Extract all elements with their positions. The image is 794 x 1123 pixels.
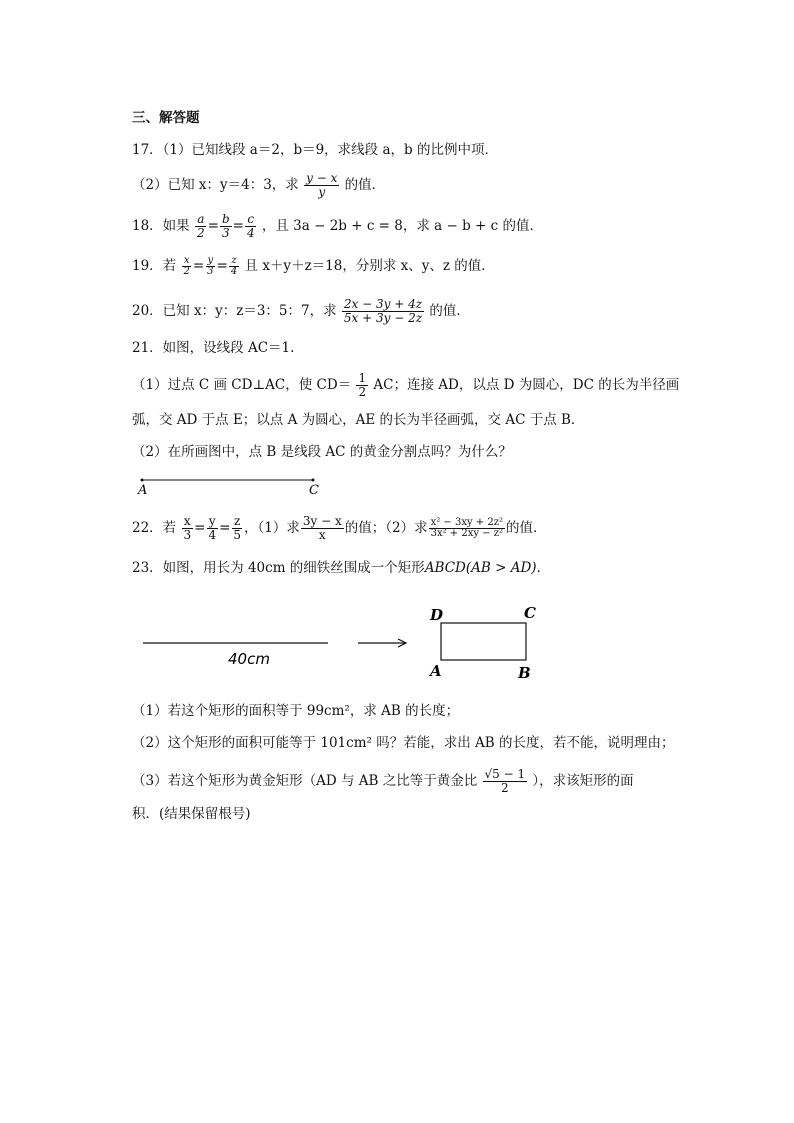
q20-tail: 的值．	[429, 303, 470, 319]
q19-tail: 且 x＋y＋z＝18，分别求 x、y、z 的值．	[244, 258, 495, 274]
question-23-part-1: （1）若这个矩形的面积等于 99cm²，求 AB 的长度；	[132, 703, 460, 719]
q19-f2-den: 3	[207, 266, 214, 277]
q23-p3-text: （3）若这个矩形为黄金矩形（AD 与 AB 之比等于黄金比	[132, 773, 478, 789]
question-17-part-1: 17．（1）已知线段 a＝2，b＝9，求线段 a，b 的比例中项．	[132, 142, 498, 158]
q22-fraction-y	[206, 515, 218, 542]
q20-text: 20．已知 x：y：z＝3：5：7，求	[132, 303, 337, 319]
point-a-dot	[141, 479, 144, 482]
q20-fraction	[342, 298, 424, 325]
point-c-dot	[312, 479, 315, 482]
q22-f1-den: 3	[183, 528, 192, 542]
wire-rectangle-figure	[130, 598, 550, 688]
q22-f2-den: 4	[208, 528, 217, 542]
q22-expression-2	[429, 518, 505, 539]
q21-p1-text: （1）过点 C 画 CD⊥AC，使 CD＝	[132, 377, 352, 393]
label-b: B	[518, 664, 531, 682]
label-a: A	[430, 662, 442, 680]
q22-fraction-x	[181, 515, 193, 542]
q18-tail: ，且 3a − 2b + c = 8，求 a − b + c 的值．	[261, 218, 543, 234]
q22-tail: 的值．	[506, 520, 547, 536]
q17-fraction-denominator: y	[318, 185, 326, 199]
label-a: A	[138, 483, 148, 498]
golden-ratio-den: 2	[501, 781, 509, 795]
question-20	[132, 298, 470, 325]
q22-mid1: ，（1）求	[244, 520, 300, 536]
q18-fraction-a	[195, 213, 207, 240]
q22-text: 22．若	[132, 520, 177, 536]
q22-fraction-z	[231, 515, 243, 542]
q22-e1-den: x	[318, 528, 326, 542]
label-d: D	[430, 606, 444, 624]
golden-ratio-num: √5 − 1	[484, 767, 526, 781]
question-19: 19．若 $\frac{x}{2}$ = $\frac{y}{3}$ = $\frac{z}{4}$ 且 x＋y＋z＝18，分别求 x、y、z 的值．	[132, 255, 495, 277]
q18-f1-num: a	[197, 212, 205, 226]
q19-f2-num: y	[207, 255, 214, 266]
question-21-intro: 21．如图，设线段 AC＝1.	[132, 340, 295, 356]
q23-tail: ．	[536, 560, 551, 576]
label-c: C	[309, 483, 319, 498]
q19-fraction-y	[205, 256, 215, 277]
q20-denominator: 5x + 3y − 2z	[343, 311, 423, 325]
section-heading: 三、解答题	[132, 110, 200, 126]
q18-fraction-c	[245, 213, 257, 240]
q19-f3-num: z	[231, 255, 237, 266]
q23-p3-tail: ），求该矩形的面	[532, 773, 634, 789]
q21-p1-tail: AC；连接 AD，以点 D 为圆心，DC 的长为半径画	[373, 377, 680, 393]
q22-e2-den: 3x² + 2xy − z²	[430, 528, 504, 539]
question-22: 22．若 $\frac{x}{3}$ = $\frac{y}{4}$ = $\frac{z}{5}$ ，（1）求 $\frac{3y - x}{x}$ 的值；（2）求 $\frac{\text{x² − 3xy + 2z²}}{\text{3x² + 2xy − z²}}$ 的值．	[132, 514, 547, 542]
q22-e2-num: x² − 3xy + 2z²	[430, 517, 504, 528]
golden-ratio-fraction	[483, 768, 528, 795]
q18-f2-den: 3	[221, 226, 230, 240]
q22-f3-num: z	[234, 514, 241, 528]
q19-fraction-x	[181, 256, 191, 277]
q17-fraction	[304, 172, 339, 199]
label-c: C	[524, 604, 536, 622]
question-23-intro	[132, 558, 550, 578]
wire-length-label: 40cm	[228, 650, 270, 668]
question-21-part-2: （2）在所画图中，点 B 是线段 AC 的黄金分割点吗？为什么？	[132, 444, 512, 460]
q22-f2-num: y	[208, 514, 216, 528]
question-18: 18．如果 $\frac{a}{2}$ = $\frac{b}{3}$ = $\frac{c}{4}$ ，且 3a − 2b + c = 8，求 a − b + c 的值．	[132, 212, 543, 240]
q19-f3-den: 4	[230, 266, 238, 277]
q18-f2-num: b	[221, 212, 230, 226]
q22-f1-num: x	[183, 514, 191, 528]
q17-p2-text: （2）已知 x：y＝4：3，求	[132, 177, 299, 193]
q18-f3-num: c	[247, 212, 255, 226]
q22-mid2: 的值；（2）求	[344, 520, 428, 536]
q19-fraction-z	[229, 256, 239, 277]
q23-rect-name: ABCD	[424, 560, 466, 576]
q19-f1-num: x	[183, 255, 190, 266]
question-21-part-1-cont: 弧，交 AD 于点 E；以点 A 为圆心，AE 的长为半径画弧，交 AC 于点 B．	[132, 412, 585, 428]
q23-condition: (AB > AD)	[465, 560, 537, 576]
rectangle-abcd	[441, 623, 526, 660]
q18-f1-den: 2	[196, 226, 205, 240]
q17-fraction-numerator: y − x	[306, 171, 338, 185]
q18-text: 18．如果	[132, 218, 190, 234]
question-23-part-2: （2）这个矩形的面积可能等于 101cm² 吗？若能，求出 AB 的长度，若不能，说明理由；	[132, 735, 675, 751]
q19-f1-den: 2	[183, 266, 190, 277]
q20-numerator: 2x − 3y + 4z	[343, 297, 423, 311]
q23-text: 23．如图，用长为 40cm 的细铁丝围成一个矩形	[132, 560, 425, 576]
question-17-part-2	[132, 172, 385, 199]
q21-half-den: 2	[358, 385, 367, 399]
q22-expression-1	[301, 515, 344, 542]
question-21-part-1	[132, 372, 679, 399]
q17-p2-tail: 的值．	[344, 177, 386, 193]
q21-half-num: 1	[358, 371, 367, 385]
q18-f3-den: 4	[246, 226, 255, 240]
segment-ac-figure	[130, 470, 330, 500]
q22-e1-num: 3y − x	[302, 514, 342, 528]
q18-fraction-b	[220, 213, 232, 240]
q22-f3-den: 5	[233, 528, 242, 542]
question-23-part-3	[132, 768, 634, 795]
question-23-part-3-cont: 积．(结果保留根号)	[132, 806, 251, 822]
q21-half-fraction	[356, 372, 368, 399]
q19-text: 19．若	[132, 258, 177, 274]
